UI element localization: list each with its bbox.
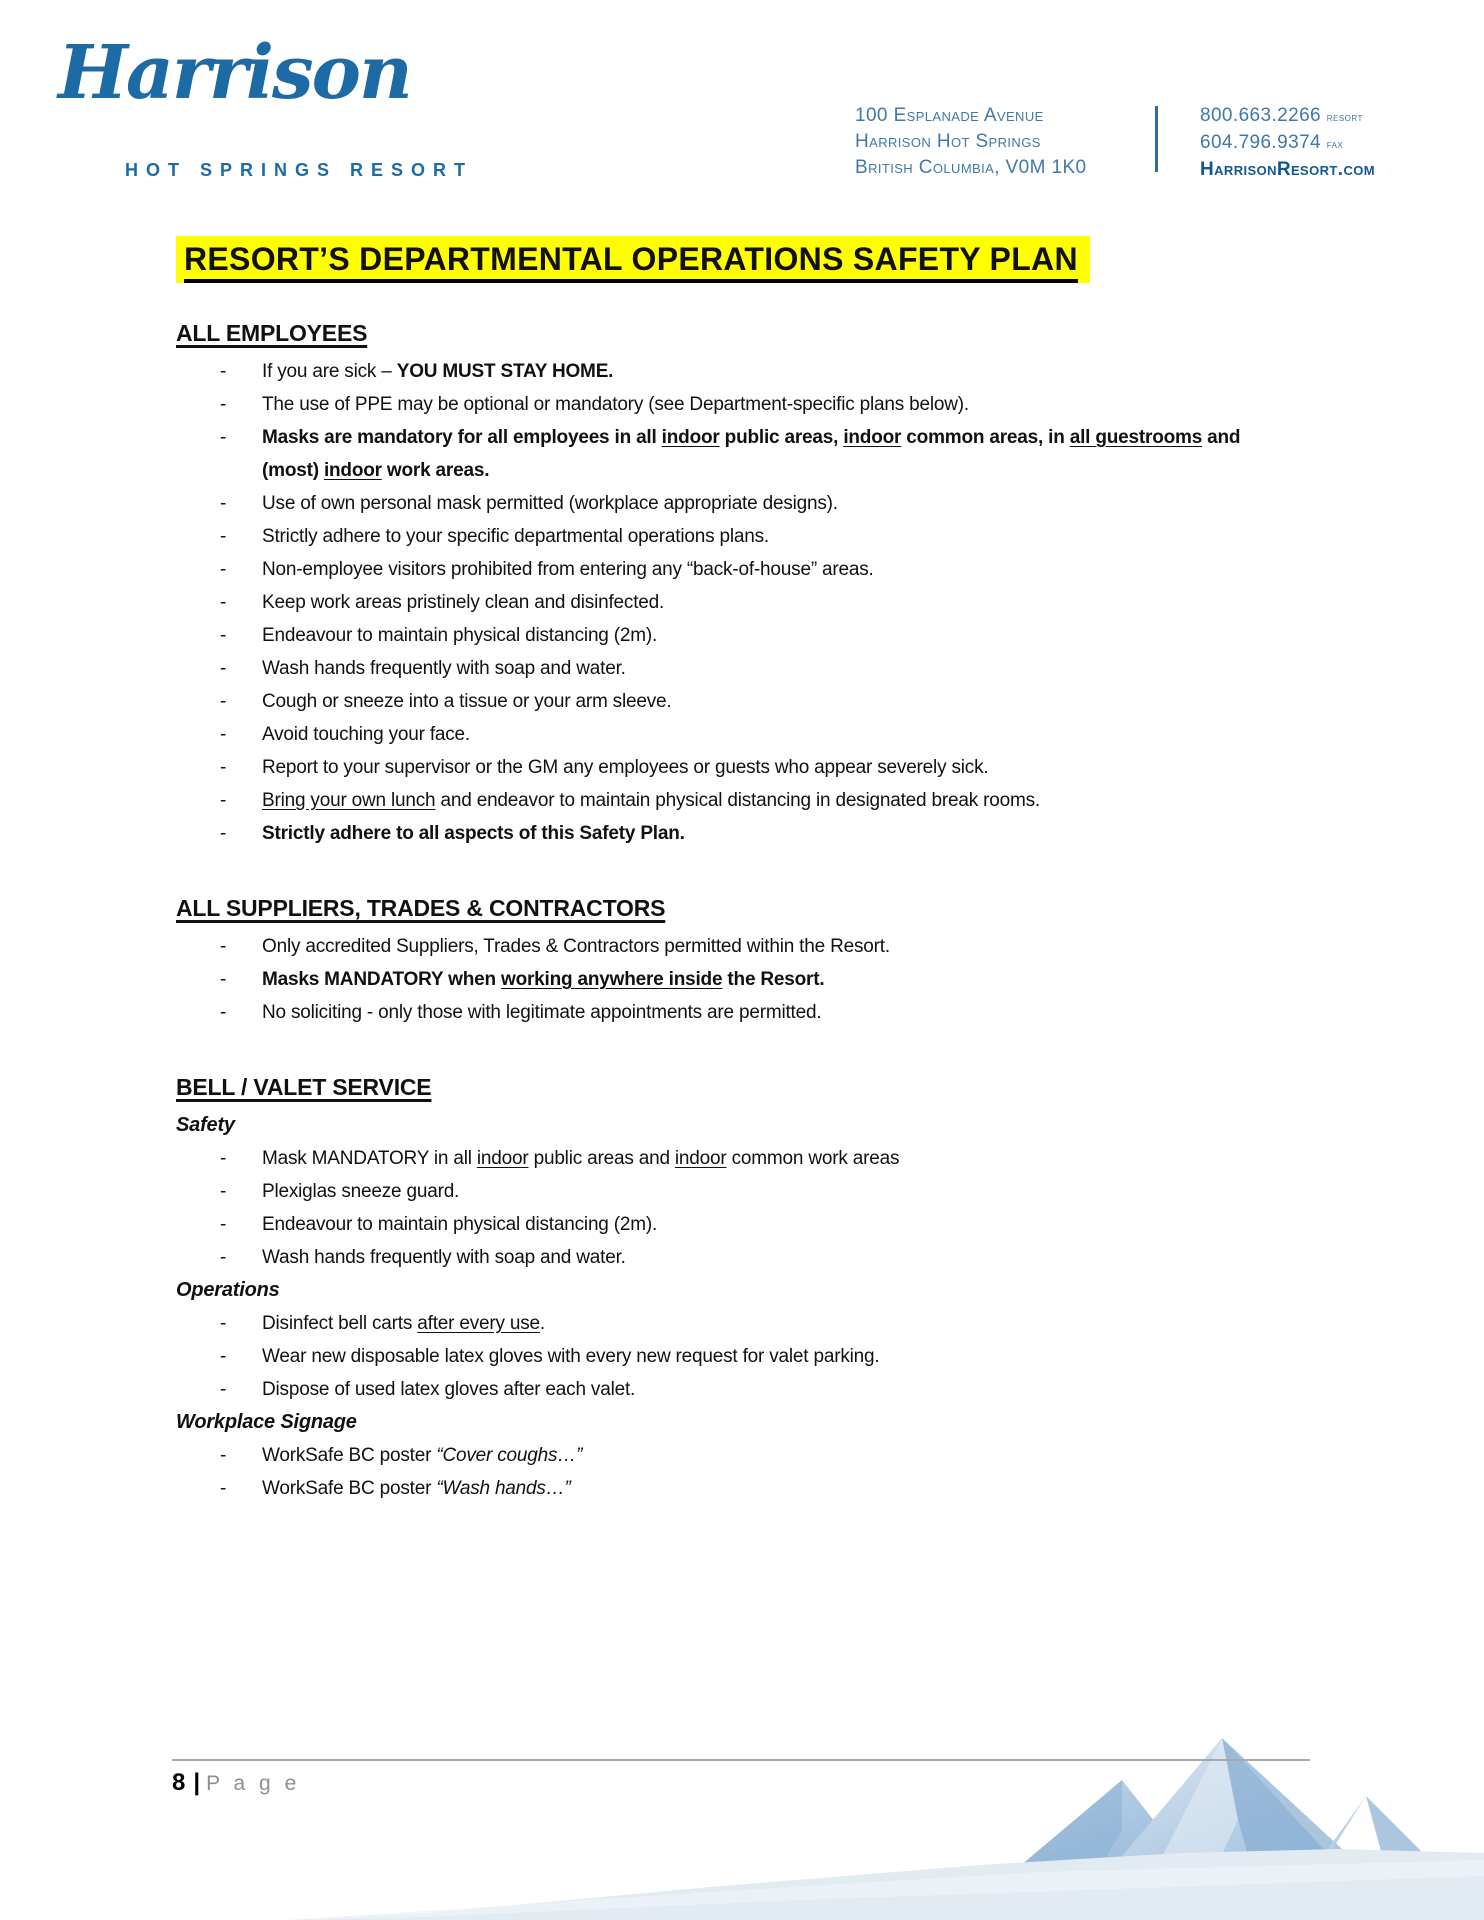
doc-section [176, 319, 1300, 850]
bullet-item [176, 421, 1300, 487]
text-run: Plexiglas sneeze guard. [262, 1181, 460, 1202]
mountains-graphic [280, 1700, 1484, 1920]
bullet-text [262, 1472, 1300, 1505]
text-run: indoor [476, 1148, 529, 1169]
text-run: Mask MANDATORY in all [262, 1148, 477, 1169]
text-run: Bring your own lunch [262, 790, 436, 811]
text-run: Avoid touching your face. [262, 724, 471, 745]
bullet-text [262, 784, 1300, 817]
bullet-item [176, 586, 1300, 619]
footer-rule [172, 1759, 1310, 1761]
text-run: indoor [323, 460, 382, 481]
bullet-text [262, 586, 1300, 619]
page-title: RESORT’S DEPARTMENTAL OPERATIONS SAFETY PLAN [184, 241, 1078, 283]
bullet-text [262, 718, 1300, 751]
bullet-item [176, 355, 1300, 388]
section-heading: ALL EMPLOYEES [176, 320, 368, 346]
address-line: British Columbia, V0M 1K0 [855, 157, 1087, 178]
text-run: public areas, [719, 427, 844, 448]
text-run: common work areas [726, 1148, 900, 1169]
footer-page-indicator [172, 1768, 300, 1799]
bullet-dash: - [220, 757, 227, 778]
bullet-item [176, 996, 1300, 1029]
text-run: Wash hands frequently with soap and water. [262, 658, 626, 679]
text-run: If you are sick – [262, 361, 397, 382]
text-run: Dispose of used latex gloves after each valet. [262, 1379, 636, 1400]
bullet-dash: - [220, 691, 227, 712]
bullet-text [262, 1373, 1300, 1406]
text-run: Strictly adhere to your specific departmental operations plans. [262, 526, 770, 547]
bullet-item [176, 817, 1300, 850]
text-run: Keep work areas pristinely clean and disinfected. [262, 592, 665, 613]
text-run: common areas, in [901, 427, 1070, 448]
bullet-text [262, 685, 1300, 718]
bullet-dash: - [220, 394, 227, 415]
text-run: Disinfect bell carts [262, 1313, 418, 1334]
phone-label: resort [1326, 110, 1363, 124]
bullet-dash: - [220, 526, 227, 547]
text-run: the Resort. [722, 969, 825, 990]
bullet-item [176, 388, 1300, 421]
subsection-heading: Operations [176, 1279, 280, 1301]
bullet-dash: - [220, 790, 227, 811]
bullet-item [176, 751, 1300, 784]
bullet-text [262, 652, 1300, 685]
bullet-item [176, 487, 1300, 520]
phone-resort [1200, 103, 1375, 130]
address-line: 100 Esplanade Avenue [855, 105, 1044, 126]
bullet-text [262, 1340, 1300, 1373]
bullet-dash: - [220, 592, 227, 613]
bullet-text [262, 996, 1300, 1029]
text-run: after every use [417, 1313, 540, 1334]
bullet-text [262, 1142, 1300, 1175]
section-heading: BELL / VALET SERVICE [176, 1074, 432, 1100]
bullet-item [176, 1175, 1300, 1208]
bullet-item [176, 1307, 1300, 1340]
bullet-dash: - [220, 1379, 227, 1400]
bullet-dash: - [220, 493, 227, 514]
bullet-item [176, 963, 1300, 996]
text-run: Wash hands frequently with soap and water. [262, 1247, 626, 1268]
fax-number: 604.796.9374 [1200, 132, 1322, 153]
bullet-text [262, 487, 1300, 520]
bullet-text [262, 520, 1300, 553]
text-run: YOU MUST STAY HOME. [396, 361, 614, 382]
text-run: Masks are mandatory for all employees in all [262, 427, 662, 448]
text-run: Masks MANDATORY when [262, 969, 501, 990]
phone-number: 800.663.2266 [1200, 105, 1322, 126]
bullet-item [176, 619, 1300, 652]
bullet-dash: - [220, 427, 227, 448]
page-word: P a g e [206, 1772, 301, 1795]
document-content [176, 236, 1300, 1505]
text-run: indoor [674, 1148, 727, 1169]
bullet-dash: - [220, 1214, 227, 1235]
text-run: WorkSafe BC poster [262, 1445, 437, 1466]
bullet-text [262, 751, 1300, 784]
bullet-item [176, 930, 1300, 963]
bullet-text [262, 619, 1300, 652]
text-run: all guestrooms [1069, 427, 1203, 448]
bullet-dash: - [220, 361, 227, 382]
page-separator: | [193, 1769, 201, 1796]
document-body [176, 319, 1300, 1505]
bullet-text [262, 930, 1300, 963]
doc-section [176, 894, 1300, 1029]
harrison-logo: Harrison [58, 30, 411, 116]
text-run: Only accredited Suppliers, Trades & Contractors permitted within the Resort. [262, 936, 890, 957]
bullet-dash: - [220, 1002, 227, 1023]
text-run: working anywhere inside [500, 969, 723, 990]
bullet-dash: - [220, 823, 227, 844]
bullet-text [262, 1241, 1300, 1274]
bullet-item [176, 685, 1300, 718]
bullet-dash: - [220, 1313, 227, 1334]
bullet-dash: - [220, 1346, 227, 1367]
text-run: work areas. [381, 460, 490, 481]
bullet-item [176, 520, 1300, 553]
bullet-dash: - [220, 625, 227, 646]
bullet-dash: - [220, 1478, 227, 1499]
highlighted-title [176, 236, 1090, 283]
bullet-item [176, 1472, 1300, 1505]
text-run: Endeavour to maintain physical distancing (2m). [262, 1214, 658, 1235]
bullet-item [176, 1373, 1300, 1406]
bullet-item [176, 1340, 1300, 1373]
bullet-dash: - [220, 724, 227, 745]
fax-label: fax [1326, 137, 1344, 151]
bullet-dash: - [220, 1148, 227, 1169]
bullet-dash: - [220, 559, 227, 580]
text-run: Non-employee visitors prohibited from entering any “back-of-house” areas. [262, 559, 874, 580]
bullet-text [262, 817, 1300, 850]
bullet-item [176, 1142, 1300, 1175]
address-line: Harrison Hot Springs [855, 131, 1041, 152]
subsection-heading: Workplace Signage [176, 1411, 357, 1433]
text-run: indoor [661, 427, 720, 448]
section-heading: ALL SUPPLIERS, TRADES & CONTRACTORS [176, 895, 666, 921]
text-run: “Cover coughs…” [436, 1445, 583, 1466]
text-run: “Wash hands…” [436, 1478, 571, 1499]
logo-tagline: HOT SPRINGS RESORT [125, 160, 474, 180]
doc-section [176, 1073, 1300, 1505]
bullet-item [176, 784, 1300, 817]
text-run: and endeavor to maintain physical distancing in designated break rooms. [435, 790, 1040, 811]
text-run: and (most) [262, 427, 1241, 481]
text-run: Strictly adhere to all aspects of this Safety Plan. [262, 823, 685, 844]
bullet-text [262, 1307, 1300, 1340]
text-run: public areas and [528, 1148, 675, 1169]
bullet-item [176, 1208, 1300, 1241]
bullet-dash: - [220, 969, 227, 990]
text-run: The use of PPE may be optional or mandatory (see Department-specific plans below). [262, 394, 970, 415]
bullet-text [262, 963, 1300, 996]
bullet-text [262, 553, 1300, 586]
bullet-item [176, 553, 1300, 586]
bullet-dash: - [220, 936, 227, 957]
title-block [176, 236, 1300, 283]
bullet-dash: - [220, 658, 227, 679]
bullet-text [262, 388, 1300, 421]
subsection-heading: Safety [176, 1114, 235, 1136]
bullet-text [262, 355, 1300, 388]
text-run: indoor [843, 427, 902, 448]
bullet-item [176, 652, 1300, 685]
text-run: . [539, 1313, 546, 1334]
resort-contact [1200, 103, 1375, 183]
resort-address [855, 103, 1087, 181]
page-number: 8 [172, 1769, 186, 1796]
text-run: Endeavour to maintain physical distancing (2m). [262, 625, 658, 646]
bullet-item [176, 1439, 1300, 1472]
bullet-dash: - [220, 1247, 227, 1268]
phone-fax [1200, 130, 1375, 157]
bullet-text [262, 1175, 1300, 1208]
bullet-dash: - [220, 1181, 227, 1202]
bullet-text [262, 1439, 1300, 1472]
header-divider [1155, 106, 1158, 172]
text-run: Cough or sneeze into a tissue or your arm sleeve. [262, 691, 672, 712]
bullet-item [176, 718, 1300, 751]
text-run: Wear new disposable latex gloves with every new request for valet parking. [262, 1346, 880, 1367]
bullet-text [262, 1208, 1300, 1241]
website-url: HarrisonResort.com [1200, 159, 1375, 180]
text-run: WorkSafe BC poster [262, 1478, 437, 1499]
bullet-text [262, 421, 1300, 487]
bullet-item [176, 1241, 1300, 1274]
text-run: No soliciting - only those with legitimate appointments are permitted. [262, 1002, 822, 1023]
text-run: Use of own personal mask permitted (workplace appropriate designs). [262, 493, 838, 514]
website [1200, 157, 1375, 183]
text-run: Report to your supervisor or the GM any employees or guests who appear severely sick. [262, 757, 989, 778]
bullet-dash: - [220, 1445, 227, 1466]
